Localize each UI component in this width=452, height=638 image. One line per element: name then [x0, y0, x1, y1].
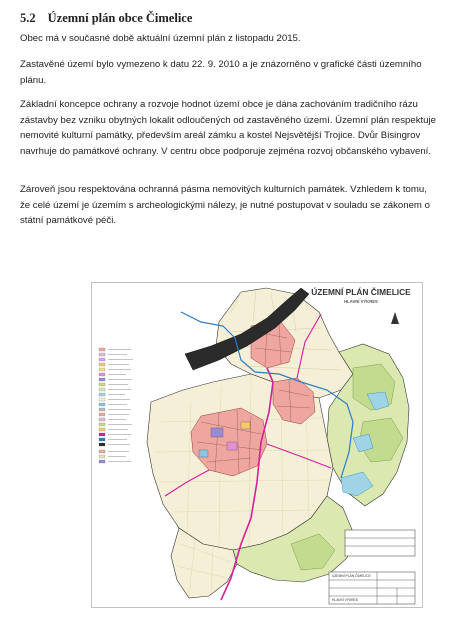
- paragraph-2: Zastavěné území bylo vymezeno k datu 22. 9. 2010 a je znázorněno v grafické části územního plánu.: [20, 59, 422, 86]
- map-title: ÚZEMNÍ PLÁN ČIMELICE: [311, 287, 411, 297]
- section-title: Územní plán obce Čimelice: [47, 11, 193, 25]
- zoning-map-figure: [91, 282, 423, 608]
- map-info-block: [345, 530, 415, 556]
- paragraph-4: Zároveň jsou respektována ochranná pásma nemovitých kulturních památek. Vzhledem k tomu, že celé území je územím s archeologickými nálezy, je nutné postupovat v souladu se zákonem o státní památkové péči.: [20, 184, 430, 226]
- titleblock-heading: ÚZEMNÍ PLÁN ČIMELICE: [332, 574, 371, 578]
- map-subtitle: HLAVNÍ VÝKRES: [344, 299, 378, 304]
- section-heading: [20, 11, 192, 26]
- paragraph-1: Obec má v současné době aktuální územní plán z listopadu 2015.: [20, 33, 301, 44]
- titleblock-label: HLAVNÍ VÝKRES: [332, 598, 358, 602]
- zoning-map-drawing: [91, 282, 423, 608]
- paragraph-3: Základní koncepce ochrany a rozvoje hodnot území obce je dána zachováním tradičního rázu zástavby bez vzniku obytných lokalit odloučených od zastavěného území. Územní plán respektuje nemovité kulturní památky, především areál zámku a kostel Nejsvětější Trojice. Dvůr Bisingrov navrhuje do památkové ochrany. V centru obce podporuje zejména rozvoj občanského vybavení.: [20, 99, 436, 157]
- section-number: 5.2: [20, 11, 36, 25]
